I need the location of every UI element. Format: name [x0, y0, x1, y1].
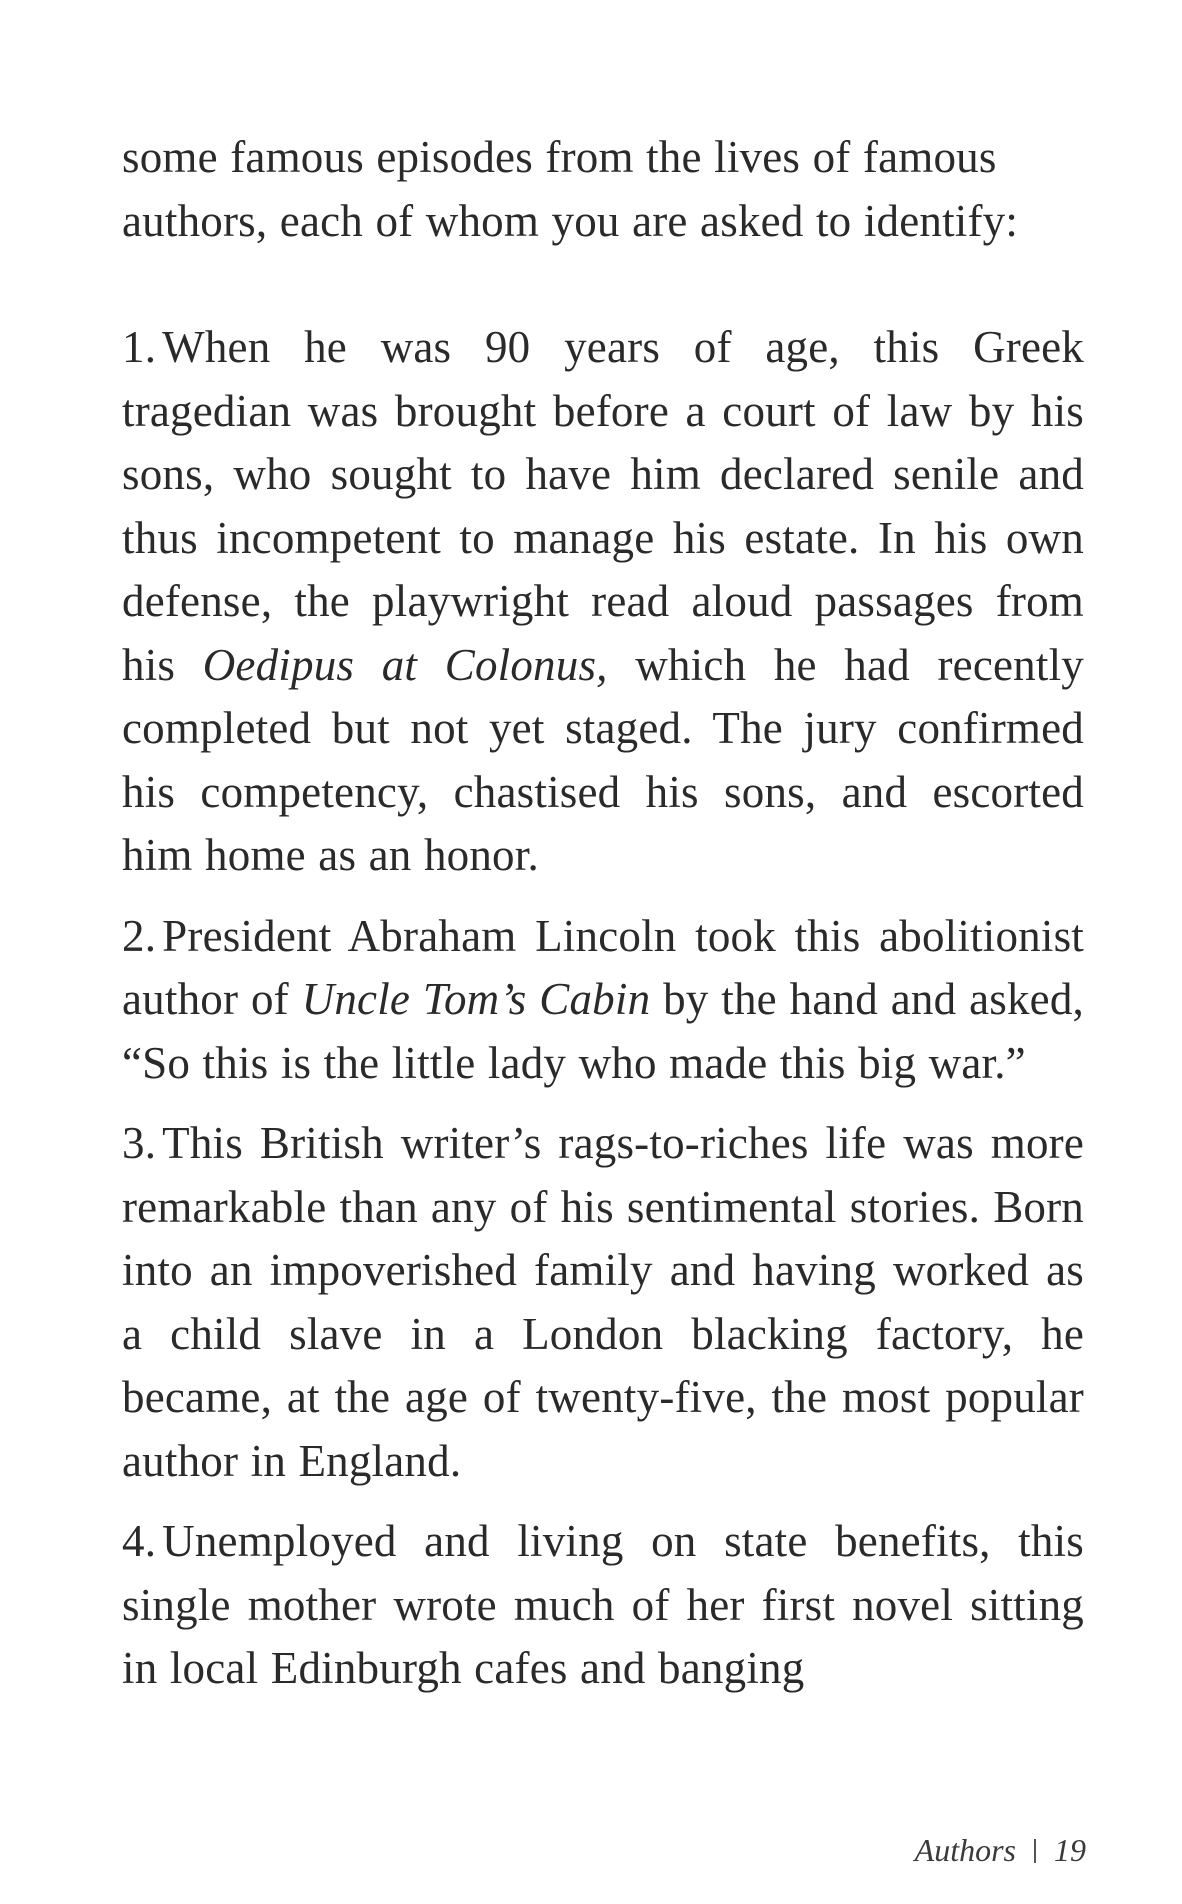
intro-paragraph: some famous episodes from the lives of famous authors, each of whom you are asked to identify: [122, 132, 1019, 246]
book-title: Uncle Tom’s Cabin [301, 974, 651, 1024]
item-text: President Abraham Lincoln took this abolitionist author of [122, 910, 1084, 1024]
running-footer [915, 1832, 1086, 1869]
list-item [122, 905, 1084, 1096]
item-text-continued: by the hand and asked, “So this is the little lady who made this big war.” [122, 974, 1084, 1088]
question-list [122, 316, 1084, 1718]
item-number: 1. [122, 322, 157, 372]
footer-divider [1034, 1839, 1036, 1863]
book-title: Oedipus at Colonus, [202, 639, 608, 690]
item-text: This British writer’s rags-to-riches life was more remarkable than any of his sentimental stories. Born into an impoverished family and having worked as a child slave in a London blacking factory, he became, at the age of twenty-five, the most popular author in England. [122, 1118, 1084, 1486]
list-item [122, 1112, 1084, 1493]
item-number: 2. [122, 910, 157, 961]
section-title: Authors [914, 1832, 1016, 1868]
list-item [122, 316, 1084, 888]
page-number: 19 [1054, 1832, 1086, 1868]
item-number: 3. [122, 1118, 157, 1168]
item-text: When he was 90 years of age, this Greek tragedian was brought before a court of law by his sons, who sought to have him declared senile and thus incompetent to manage his estate. In his own defense, the playwright read aloud passages from his [122, 322, 1084, 690]
item-number: 4. [122, 1516, 157, 1566]
item-text: Unemployed and living on state benefits, this single mother wrote much of her first novel sitting in local Edinburgh cafes and banging [122, 1516, 1084, 1693]
list-item [122, 1510, 1084, 1701]
item-text-continued: which he had recently completed but not yet staged. The jury confirmed his competency, chastised his sons, and escorted him home as an honor. [122, 639, 1084, 880]
